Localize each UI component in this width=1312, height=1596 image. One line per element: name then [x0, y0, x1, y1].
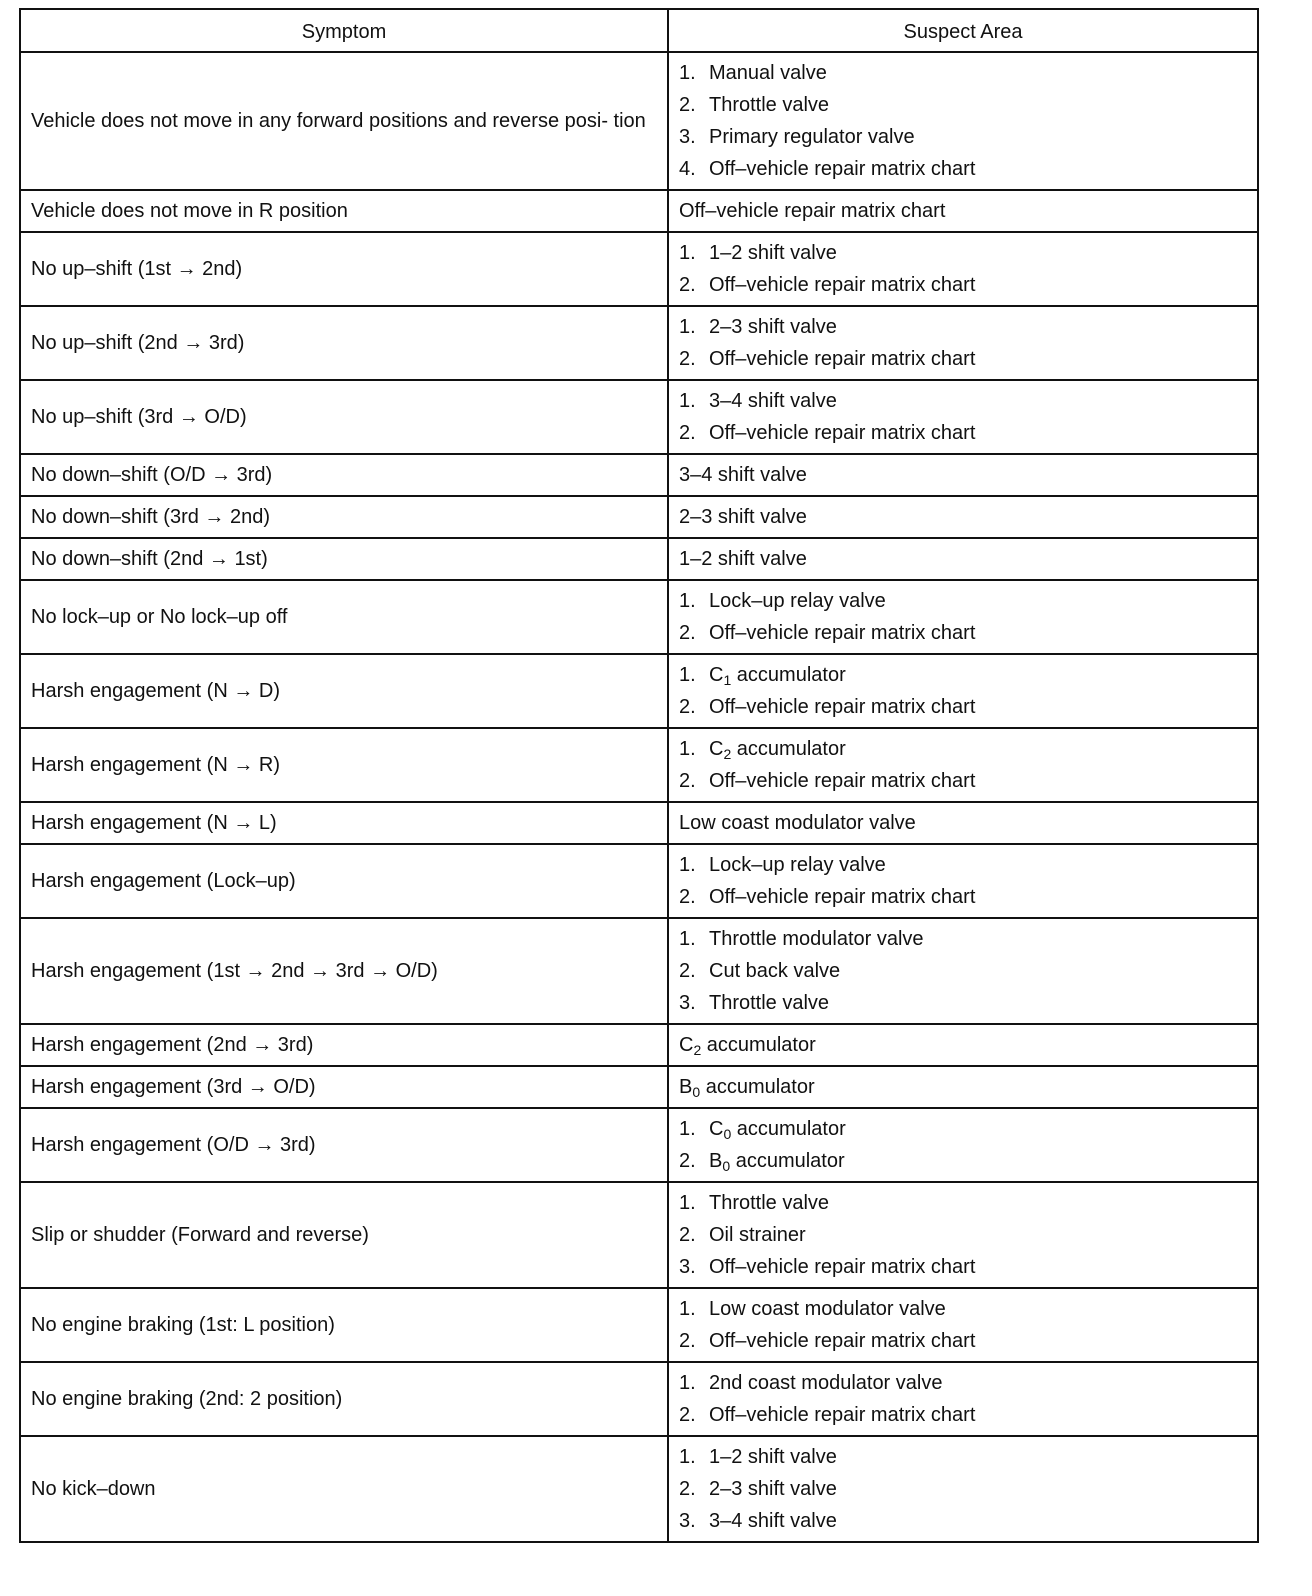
suspect-area-cell: [668, 306, 1258, 380]
suspect-area-text: Off–vehicle repair matrix chart: [709, 1404, 976, 1426]
component-name: accumulator: [731, 664, 846, 686]
table-row: [20, 306, 1258, 380]
table-row: [20, 538, 1258, 580]
table-row: [20, 1182, 1258, 1288]
symptom-cell: [20, 728, 668, 802]
list-number: 2.: [679, 1404, 696, 1426]
list-number: 3.: [679, 1256, 696, 1278]
list-number: 3.: [679, 992, 696, 1014]
symptom-cell: [20, 1108, 668, 1182]
symptom-text: Harsh engagement (Lock–up): [31, 870, 296, 892]
suspect-area-text: Off–vehicle repair matrix chart: [709, 274, 976, 296]
symptom-text: No up–shift (2nd → 3rd): [31, 332, 245, 354]
list-number: 1.: [679, 62, 696, 84]
list-number: 2.: [679, 1150, 696, 1172]
list-number: 3.: [679, 126, 696, 148]
list-number: 2.: [679, 1224, 696, 1246]
suspect-area-text: 2–3 shift valve: [709, 1478, 837, 1500]
suspect-area-cell: [668, 190, 1258, 232]
list-item: [679, 311, 1247, 343]
suspect-area-text: Off–vehicle repair matrix chart: [709, 622, 976, 644]
table-body: [20, 52, 1258, 1542]
list-item: [679, 269, 1247, 301]
symptom-cell: [20, 802, 668, 844]
list-item: [679, 1473, 1247, 1505]
table-row: [20, 190, 1258, 232]
suspect-area-list: [679, 385, 1247, 449]
component-letter: C: [709, 1118, 724, 1140]
component-subscript: 1: [723, 672, 732, 688]
suspect-area-text: Off–vehicle repair matrix chart: [709, 1330, 976, 1352]
table-row: [20, 1362, 1258, 1436]
suspect-area-cell: [668, 1024, 1258, 1066]
list-number: 2.: [679, 696, 696, 718]
list-item: [679, 1505, 1247, 1537]
list-item: [679, 385, 1247, 417]
suspect-area-text: 3–4 shift valve: [709, 1510, 837, 1532]
suspect-area-text: 3–4 shift valve: [709, 390, 837, 412]
list-number: 1.: [679, 316, 696, 338]
suspect-area-cell: [668, 1108, 1258, 1182]
suspect-area-list: [679, 1113, 1247, 1177]
list-item: [679, 1251, 1247, 1283]
component-letter: B: [709, 1150, 723, 1172]
suspect-area-text: Primary regulator valve: [709, 126, 915, 148]
component-subscript: 2: [693, 1042, 702, 1058]
table-row: [20, 1436, 1258, 1542]
list-number: 1.: [679, 390, 696, 412]
list-item: [679, 1219, 1247, 1251]
list-item: [679, 1399, 1247, 1431]
list-item: [679, 765, 1247, 797]
list-number: 1.: [679, 854, 696, 876]
symptom-text: Vehicle does not move in R position: [31, 200, 348, 222]
suspect-area-text: Throttle valve: [709, 1192, 830, 1214]
list-item: [679, 987, 1247, 1019]
suspect-area-text: Lock–up relay valve: [709, 854, 886, 876]
suspect-area-cell: [668, 538, 1258, 580]
table-row: [20, 802, 1258, 844]
list-item: [679, 237, 1247, 269]
symptom-cell: [20, 1288, 668, 1362]
table-row: [20, 232, 1258, 306]
symptom-cell: [20, 844, 668, 918]
table-row: [20, 1288, 1258, 1362]
table-row: [20, 1108, 1258, 1182]
suspect-area-text: 2–3 shift valve: [709, 316, 837, 338]
list-number: 2.: [679, 274, 696, 296]
component-name: accumulator: [701, 1034, 816, 1056]
symptom-cell: [20, 1066, 668, 1108]
suspect-area-list: [679, 311, 1247, 375]
suspect-area-text: 1–2 shift valve: [679, 548, 807, 570]
symptom-cell: [20, 454, 668, 496]
list-item: [679, 121, 1247, 153]
symptom-text: No up–shift (1st → 2nd): [31, 258, 243, 280]
symptom-cell: [20, 918, 668, 1024]
suspect-area-text: Throttle modulator valve: [709, 928, 924, 950]
suspect-area-cell: [668, 1288, 1258, 1362]
list-number: 2.: [679, 1330, 696, 1352]
symptom-text: Harsh engagement (1st → 2nd → 3rd → O/D): [31, 960, 438, 982]
suspect-area-text: 1–2 shift valve: [709, 1446, 837, 1468]
suspect-area-text: Manual valve: [709, 62, 827, 84]
list-number: 1.: [679, 1298, 696, 1320]
symptom-text: No down–shift (3rd → 2nd): [31, 506, 271, 528]
suspect-area-text: Oil strainer: [709, 1224, 806, 1246]
suspect-area-cell: [668, 1436, 1258, 1542]
list-item: [679, 1367, 1247, 1399]
symptom-cell: [20, 580, 668, 654]
list-number: 1.: [679, 1372, 696, 1394]
suspect-area-text: 1–2 shift valve: [709, 242, 837, 264]
suspect-area-text: Off–vehicle repair matrix chart: [709, 696, 976, 718]
table-row: [20, 844, 1258, 918]
symptom-text: Harsh engagement (N → R): [31, 754, 280, 776]
component-letter: B: [679, 1076, 693, 1098]
suspect-area-text: Low coast modulator valve: [679, 812, 916, 834]
suspect-area-text: Off–vehicle repair matrix chart: [709, 348, 976, 370]
suspect-area-cell: [668, 496, 1258, 538]
symptom-cell: [20, 380, 668, 454]
suspect-area-list: [679, 923, 1247, 1019]
component-subscript: 0: [722, 1158, 731, 1174]
list-item: [679, 691, 1247, 723]
table-row: [20, 1024, 1258, 1066]
suspect-area-cell: [668, 728, 1258, 802]
symptom-text: Harsh engagement (3rd → O/D): [31, 1076, 316, 1098]
suspect-area-column-header: Suspect Area: [668, 9, 1258, 52]
component-letter: C: [679, 1034, 694, 1056]
list-item: [679, 923, 1247, 955]
suspect-area-list: [679, 659, 1247, 723]
table-row: [20, 580, 1258, 654]
symptom-table: [19, 8, 1259, 1543]
suspect-area-text: Off–vehicle repair matrix chart: [679, 200, 946, 222]
list-number: 2.: [679, 770, 696, 792]
symptom-cell: [20, 496, 668, 538]
list-item: [679, 881, 1247, 913]
list-item: [679, 1145, 1247, 1177]
suspect-area-list: [679, 585, 1247, 649]
list-number: 4.: [679, 158, 696, 180]
troubleshooting-document: [19, 8, 1257, 1543]
list-item: [679, 57, 1247, 89]
list-number: 2.: [679, 886, 696, 908]
component-subscript: 0: [723, 1126, 732, 1142]
suspect-area-text: Throttle valve: [709, 992, 830, 1014]
component-subscript: 2: [723, 746, 732, 762]
component-name: accumulator: [730, 1150, 845, 1172]
suspect-area-text: Off–vehicle repair matrix chart: [709, 1256, 976, 1278]
list-item: [679, 659, 1247, 691]
symptom-text: Harsh engagement (N → L): [31, 812, 277, 834]
list-item: [679, 733, 1247, 765]
list-number: 2.: [679, 94, 696, 116]
table-row: [20, 918, 1258, 1024]
suspect-area-cell: [668, 580, 1258, 654]
symptom-text: No up–shift (3rd → O/D): [31, 406, 247, 428]
list-number: 1.: [679, 1446, 696, 1468]
suspect-area-cell: [668, 380, 1258, 454]
component-name: accumulator: [700, 1076, 815, 1098]
suspect-area-list: [679, 849, 1247, 913]
list-number: 2.: [679, 348, 696, 370]
list-item: [679, 153, 1247, 185]
list-number: 2.: [679, 960, 696, 982]
suspect-area-cell: [668, 52, 1258, 190]
suspect-area-cell: [668, 918, 1258, 1024]
suspect-area-list: [679, 1441, 1247, 1537]
list-number: 2.: [679, 622, 696, 644]
suspect-area-text: Lock–up relay valve: [709, 590, 886, 612]
symptom-text: No lock–up or No lock–up off: [31, 606, 288, 628]
symptom-cell: [20, 306, 668, 380]
suspect-area-cell: [668, 802, 1258, 844]
suspect-area-text: Throttle valve: [709, 94, 830, 116]
table-header-row: [20, 9, 1258, 52]
symptom-cell: [20, 52, 668, 190]
list-item: [679, 417, 1247, 449]
suspect-area-text: Cut back valve: [709, 960, 841, 982]
symptom-cell: [20, 1024, 668, 1066]
table-row: [20, 454, 1258, 496]
list-item: [679, 1325, 1247, 1357]
component-name: accumulator: [731, 1118, 846, 1140]
list-item: [679, 1113, 1247, 1145]
suspect-area-cell: [668, 654, 1258, 728]
symptom-text: No kick–down: [31, 1478, 156, 1500]
component-letter: C: [709, 664, 724, 686]
suspect-area-cell: [668, 844, 1258, 918]
table-row: [20, 52, 1258, 190]
suspect-area-text: Off–vehicle repair matrix chart: [709, 422, 976, 444]
symptom-cell: [20, 1182, 668, 1288]
list-number: 1.: [679, 664, 696, 686]
suspect-area-text: Off–vehicle repair matrix chart: [709, 770, 976, 792]
symptom-column-header: Symptom: [20, 9, 668, 52]
component-letter: C: [709, 738, 724, 760]
symptom-cell: [20, 1362, 668, 1436]
symptom-cell: [20, 1436, 668, 1542]
symptom-text: Harsh engagement (N → D): [31, 680, 280, 702]
table-row: [20, 380, 1258, 454]
suspect-area-text: Off–vehicle repair matrix chart: [709, 158, 976, 180]
symptom-text: No down–shift (O/D → 3rd): [31, 464, 273, 486]
suspect-area-text: 2nd coast modulator valve: [709, 1372, 943, 1394]
component-subscript: 0: [692, 1084, 701, 1100]
table-row: [20, 728, 1258, 802]
list-item: [679, 617, 1247, 649]
list-number: 3.: [679, 1510, 696, 1532]
list-number: 2.: [679, 1478, 696, 1500]
list-number: 1.: [679, 1192, 696, 1214]
suspect-area-text: 2–3 shift valve: [679, 506, 807, 528]
suspect-area-cell: [668, 1182, 1258, 1288]
suspect-area-list: [679, 1187, 1247, 1283]
list-item: [679, 1293, 1247, 1325]
component-name: accumulator: [731, 738, 846, 760]
symptom-cell: [20, 232, 668, 306]
symptom-cell: [20, 654, 668, 728]
table-row: [20, 496, 1258, 538]
suspect-area-cell: [668, 454, 1258, 496]
suspect-area-list: [679, 733, 1247, 797]
symptom-text: No down–shift (2nd → 1st): [31, 548, 268, 570]
symptom-text: Vehicle does not move in any forward positions and reverse posi- tion: [31, 110, 646, 132]
list-number: 1.: [679, 738, 696, 760]
suspect-area-cell: [668, 232, 1258, 306]
list-item: [679, 89, 1247, 121]
suspect-area-list: [679, 1367, 1247, 1431]
list-item: [679, 1187, 1247, 1219]
list-number: 1.: [679, 242, 696, 264]
symptom-text: Slip or shudder (Forward and reverse): [31, 1224, 369, 1246]
suspect-area-text: 3–4 shift valve: [679, 464, 807, 486]
suspect-area-cell: [668, 1362, 1258, 1436]
list-item: [679, 585, 1247, 617]
list-item: [679, 849, 1247, 881]
list-number: 1.: [679, 1118, 696, 1140]
symptom-text: No engine braking (1st: L position): [31, 1314, 335, 1336]
table-row: [20, 654, 1258, 728]
suspect-area-list: [679, 237, 1247, 301]
symptom-text: Harsh engagement (2nd → 3rd): [31, 1034, 314, 1056]
symptom-text: No engine braking (2nd: 2 position): [31, 1388, 343, 1410]
symptom-text: Harsh engagement (O/D → 3rd): [31, 1134, 316, 1156]
list-item: [679, 955, 1247, 987]
suspect-area-list: [679, 57, 1247, 185]
list-number: 2.: [679, 422, 696, 444]
symptom-cell: [20, 190, 668, 232]
list-item: [679, 343, 1247, 375]
list-item: [679, 1441, 1247, 1473]
suspect-area-text: Low coast modulator valve: [709, 1298, 946, 1320]
symptom-cell: [20, 538, 668, 580]
suspect-area-text: Off–vehicle repair matrix chart: [709, 886, 976, 908]
list-number: 1.: [679, 590, 696, 612]
table-row: [20, 1066, 1258, 1108]
suspect-area-cell: [668, 1066, 1258, 1108]
suspect-area-list: [679, 1293, 1247, 1357]
list-number: 1.: [679, 928, 696, 950]
